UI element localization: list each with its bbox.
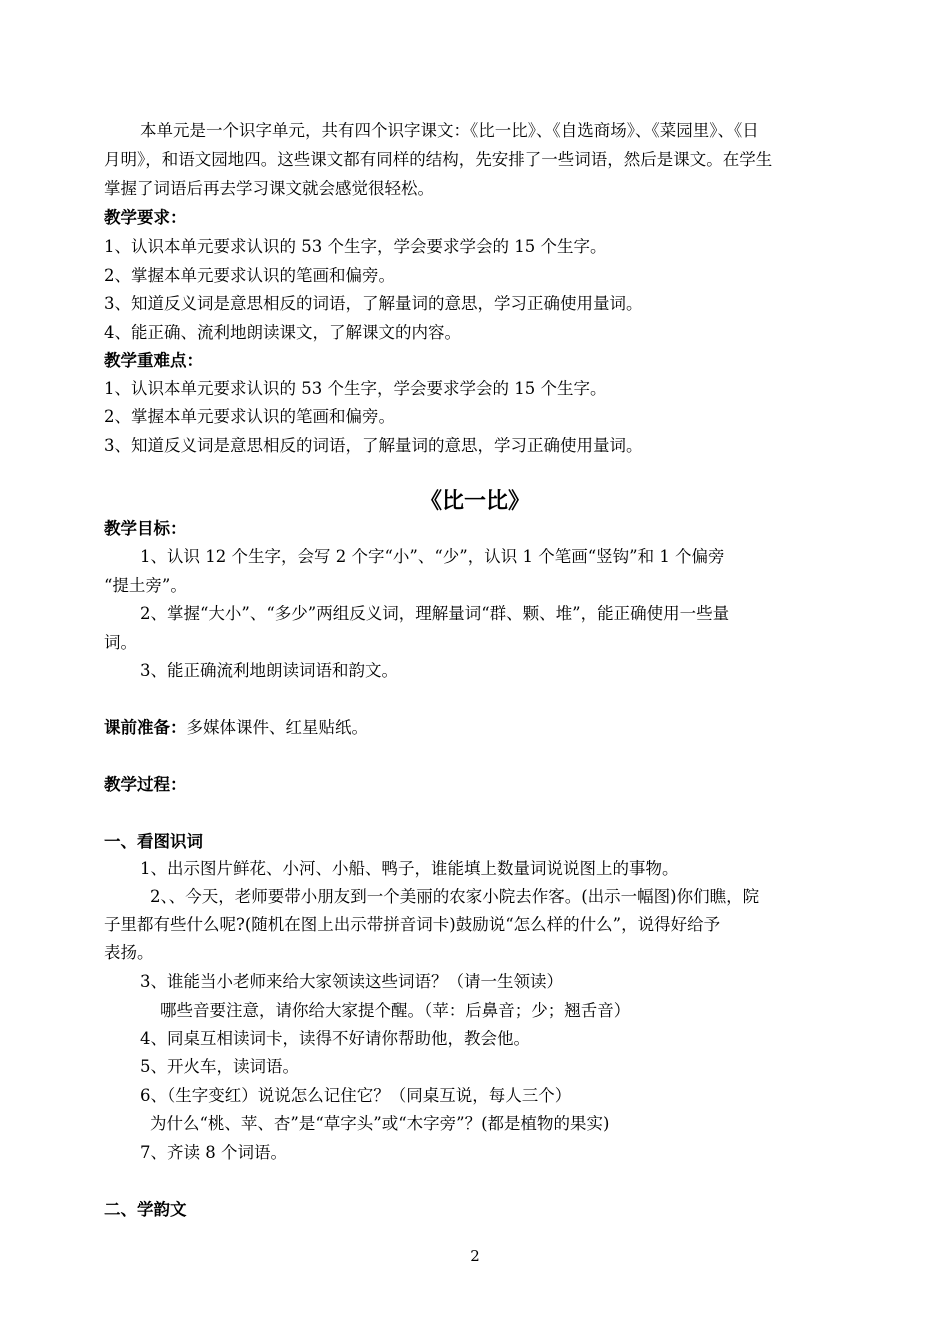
intro-line-1: 本单元是一个识字单元，共有四个识字课文：《比一比》、《自选商场》、《菜园里》、《日 [140, 121, 759, 140]
requirement-item: 1、认识本单元要求认识的 53 个生字，学会要求学会的 15 个生字。 [104, 237, 607, 256]
intro-line-3: 掌握了词语后再去学习课文就会感觉很轻松。 [104, 179, 434, 198]
preparation-line [104, 717, 368, 739]
requirement-item: 4、能正确、流利地朗读课文，了解课文的内容。 [104, 323, 461, 342]
section-1-line: 7、齐读 8 个词语。 [140, 1143, 287, 1162]
lesson-title: 《比一比》 [419, 489, 530, 514]
requirement-item: 2、掌握本单元要求认识的笔画和偏旁。 [104, 266, 395, 285]
objective-line: 1、认识 12 个生字，会写 2 个字“小”、“少”，认识 1 个笔画“竖钩”和 1 个偏旁 [140, 547, 725, 566]
preparation-text: 多媒体课件、红星贴纸。 [186, 718, 368, 737]
page-number: 2 [470, 1247, 480, 1265]
section-1-line: 5、开火车，读词语。 [140, 1057, 299, 1076]
section-1-line: 为什么“桃、苹、杏”是“草字头”或“木字旁”？(都是植物的果实) [150, 1114, 610, 1133]
section-1-line: 1、出示图片鲜花、小河、小船、鸭子，谁能填上数量词说说图上的事物。 [140, 859, 679, 878]
objective-line: 2、掌握“大小”、“多少”两组反义词，理解量词“群、颗、堆”，能正确使用一些量 [140, 604, 730, 623]
section-2-heading: 二、学韵文 [104, 1200, 187, 1219]
section-1-line: 子里都有些什么呢?(随机在图上出示带拼音词卡)鼓励说“怎么样的什么”，说得好给予 [104, 915, 721, 934]
section-1-line: 2、、今天，老师要带小朋友到一个美丽的农家小院去作客。(出示一幅图)你们瞧，院 [150, 887, 760, 906]
process-heading: 教学过程： [104, 775, 187, 794]
section-1-heading: 一、看图识词 [104, 832, 203, 851]
requirements-heading: 教学要求： [104, 208, 187, 227]
objectives-heading: 教学目标： [104, 519, 187, 538]
key-point-item: 2、掌握本单元要求认识的笔画和偏旁。 [104, 407, 395, 426]
section-1-line: 6、（生字变红）说说怎么记住它？（同桌互说，每人三个） [140, 1086, 572, 1105]
section-1-line: 3、谁能当小老师来给大家领读这些词语？（请一生领读） [140, 972, 563, 991]
key-points-heading: 教学重难点： [104, 351, 203, 370]
section-1-line: 哪些音要注意，请你给大家提个醒。（苹：后鼻音；少；翘舌音） [160, 1001, 631, 1020]
requirement-item: 3、知道反义词是意思相反的词语，了解量词的意思，学习正确使用量词。 [104, 294, 643, 313]
key-point-item: 3、知道反义词是意思相反的词语，了解量词的意思，学习正确使用量词。 [104, 436, 643, 455]
section-1-line: 表扬。 [104, 943, 154, 962]
intro-line-2: 月明》，和语文园地四。这些课文都有同样的结构，先安排了一些词语，然后是课文。在学生 [104, 150, 773, 169]
objective-line: 3、能正确流利地朗读词语和韵文。 [140, 661, 398, 680]
objective-line: 词。 [104, 633, 137, 652]
preparation-label: 课前准备： [104, 718, 187, 737]
key-point-item: 1、认识本单元要求认识的 53 个生字，学会要求学会的 15 个生字。 [104, 379, 607, 398]
objective-line: “提土旁”。 [104, 576, 187, 595]
section-1-line: 4、同桌互相读词卡，读得不好请你帮助他，教会他。 [140, 1029, 530, 1048]
